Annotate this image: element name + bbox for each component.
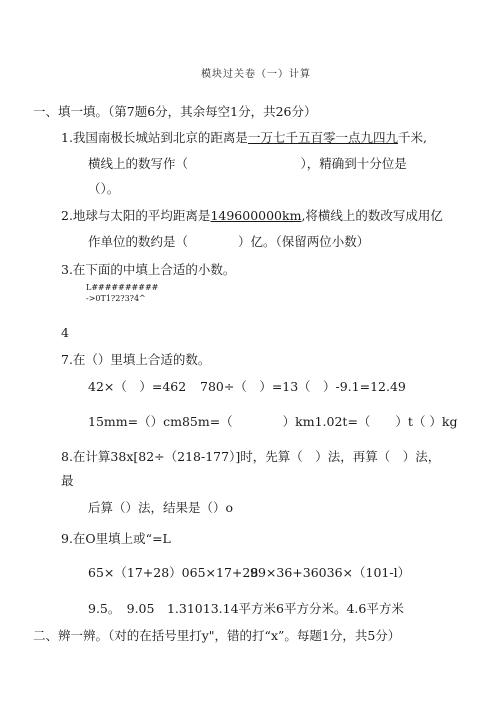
number-line-tick-text: L########## — [86, 283, 159, 292]
page-title: 模块过关卷（一）计算 — [201, 69, 311, 80]
question-3-line-1 — [61, 262, 235, 278]
question-text: .在O里填上或“=L — [68, 531, 171, 546]
number-line-ruler — [100, 286, 196, 292]
question-7-item-b: 780÷（ ）=13 — [200, 379, 299, 394]
question-1-line-1 — [61, 130, 427, 146]
question-text: .地球与太阳的平均距离是 — [68, 208, 211, 223]
question-number: 7 — [61, 352, 69, 367]
question-number: 8 — [61, 449, 69, 464]
question-7-item-c: （ ）-9.1=12.49 — [298, 379, 406, 394]
underlined-text: 149600000km — [210, 208, 302, 223]
question-9-item-a: 65×（17+28）065×17+28 — [88, 565, 259, 580]
question-text: .在计算38x[82÷（218-177）]时，先算（ ）法，再算（ ）法， — [68, 449, 441, 464]
question-text-tail: ,将横线上的数改写成用亿 — [301, 208, 443, 223]
question-9-row-2: 9.5。 9.05 1.31013.14平方米6平方分米。4.6平方米 — [88, 601, 404, 616]
question-number: 1 — [61, 130, 69, 145]
question-8-line-3: 后算（）法，结果是（）o — [88, 500, 234, 515]
question-number: 9 — [61, 531, 69, 546]
question-number: 2 — [61, 208, 69, 223]
question-8-line-2: 最 — [61, 473, 74, 488]
question-1-line-2: 横线上的数写作（ ），精确到十分位是 — [88, 156, 407, 171]
underlined-text: 一万七千五百零一点九四九 — [247, 130, 398, 145]
question-4-number: 4 — [61, 325, 69, 340]
question-8-line-1 — [61, 449, 440, 465]
question-9-item-b: 99×36+36036×（101-l） — [250, 565, 411, 580]
question-text: .我国南极长城站到北京的距离是 — [68, 130, 248, 145]
number-line-labels: ->0T1?2?3?4^ — [86, 294, 146, 303]
question-number: 3 — [61, 262, 69, 277]
section-2-heading: 二、辨一辨。（对的在括号里打y"，错的打“x”。每题1分，共5分） — [33, 628, 401, 643]
question-7-line-1 — [61, 352, 210, 368]
section-1-heading: 一、填一填。（第7题6分，其余每空1分，共26分） — [33, 104, 317, 119]
question-9-line-1 — [61, 531, 171, 547]
question-2-line-2: 作单位的数约是（ ）亿。（保留两位小数） — [88, 234, 370, 249]
question-text: .在（）里填上合适的数。 — [68, 352, 211, 367]
question-text-tail: 千米, — [397, 130, 427, 145]
question-text: .在下面的中填上合适的小数。 — [68, 262, 236, 277]
question-7-row-2: 15mm=（）cm85m=（ ）km1.02t=（ ）t（ ）kg — [88, 414, 458, 429]
question-7-item-a: 42×（ ）=462 — [88, 379, 187, 394]
question-1-line-3: （）。 — [88, 181, 120, 196]
question-2-line-1 — [61, 208, 443, 224]
